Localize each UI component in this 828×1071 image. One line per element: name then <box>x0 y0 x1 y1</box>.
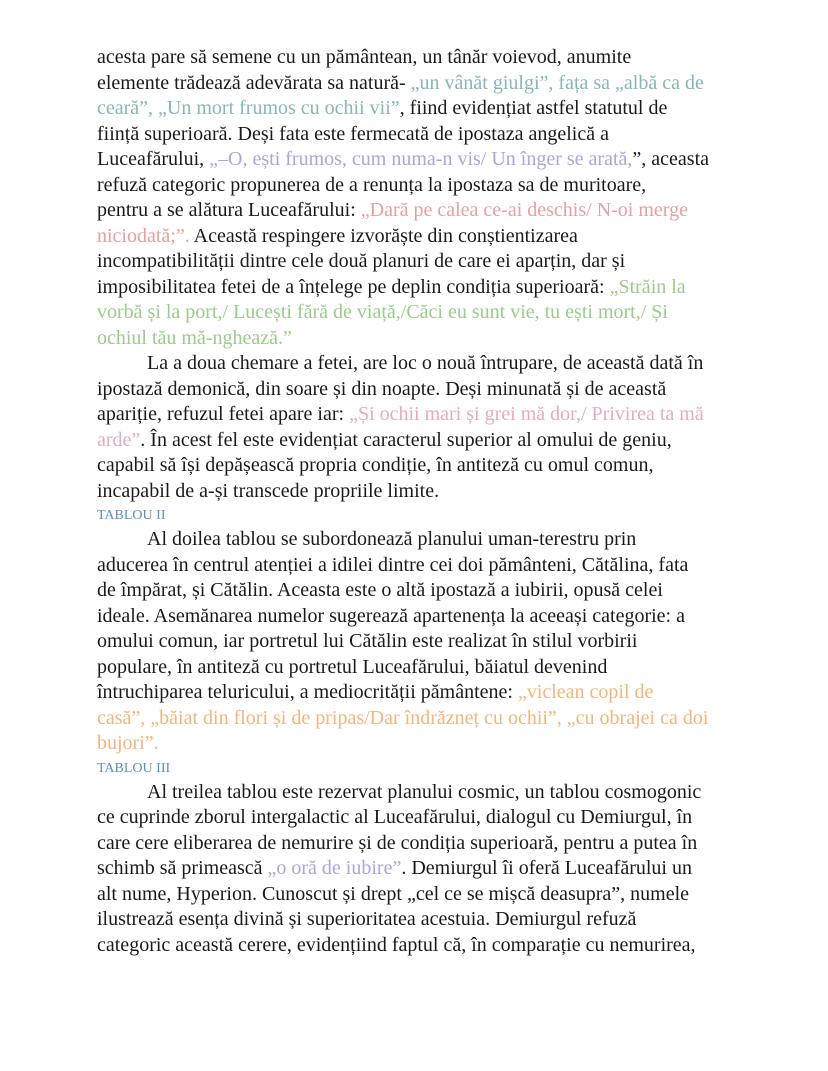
text-line <box>97 249 777 275</box>
body-text: elemente trădează adevărata sa natură- <box>97 71 411 94</box>
quote-text: „o oră de iubire” <box>267 857 402 879</box>
body-text: refuză categoric propunerea de a renunța la ipostaza sa de muritoare, <box>97 173 647 196</box>
quote-text: ceară”, „Un mort frumos cu ochii vii” <box>97 97 400 119</box>
text-line <box>97 553 777 579</box>
text-line <box>97 45 777 71</box>
body-text: întruchiparea teluricului, a mediocrității pământene: <box>97 681 518 703</box>
text-line <box>97 933 777 959</box>
text-line <box>97 629 777 655</box>
text-line <box>97 907 777 933</box>
quote-text: arde” <box>97 428 141 451</box>
quote-text: bujori”. <box>97 732 159 754</box>
text-line <box>97 351 777 377</box>
body-text: ilustrează esența divină și superioritatea acestuia. Demiurgul refuză <box>97 908 637 930</box>
body-text: imposibilitatea fetei de a înțelege pe deplin condiția superioară: <box>97 275 610 298</box>
body-text: Luceafărului, <box>97 148 210 170</box>
body-text: apariție, refuzul fetei apare iar: <box>97 403 350 425</box>
section-heading <box>97 757 777 780</box>
quote-text: ochiul tău mă-nghează.” <box>97 326 292 349</box>
text-line <box>97 377 777 403</box>
quote-text: „Străin la <box>609 275 686 298</box>
body-text: alt nume, Hyperion. Cunoscut și drept „cel ce se mișcă deasupra”, numele <box>97 882 690 905</box>
text-line <box>97 780 777 806</box>
body-text: ce cuprinde zborul intergalactic al Luceafărului, dialogul cu Demiurgul, în <box>97 806 693 828</box>
body-text: de împărat, și Cătălin. Aceasta este o altă ipostază a iubirii, opusă celei <box>97 579 663 601</box>
text-line <box>97 402 777 428</box>
quote-text: „Și ochii mari și grei mă dor,/ Privirea ta mă <box>349 403 704 425</box>
text-line <box>97 96 777 122</box>
body-text: TABLOU III <box>97 760 171 776</box>
quote-text: „un vânăt giulgi”, fața sa „albă ca de <box>410 71 704 94</box>
quote-text: „Dară pe calea ce-ai deschis/ N-oi merge <box>360 199 688 221</box>
body-text: La a doua chemare a fetei, are loc o nouă întrupare, de această dată în <box>147 352 704 374</box>
text-line <box>97 882 777 908</box>
text-line <box>97 527 777 553</box>
quote-text: „viclean copil de <box>517 681 654 703</box>
body-text: Al doilea tablou se subordonează planului uman-terestru prin <box>147 528 637 550</box>
body-text: . Demiurgul îi oferă Luceafărului un <box>401 857 692 879</box>
body-text: categoric această cerere, evidențiind faptul că, în comparație cu nemurirea, <box>97 933 696 956</box>
body-text: Al treilea tablou este rezervat planului cosmic, un tablou cosmogonic <box>147 780 702 803</box>
body-text: TABLOU II <box>97 508 166 523</box>
body-text: , fiind evidențiat astfel statutul de <box>399 97 668 119</box>
quote-text: vorbă și la port,/ Lucești fără de viață,/Căci eu sunt vie, tu ești mort,/ Și <box>97 301 668 323</box>
text-line <box>97 655 777 681</box>
body-text: ideale. Asemănarea numelor sugerează apartenența la aceeași categorie: a <box>97 604 685 627</box>
body-text: care cere eliberarea de nemurire și de condiția superioară, pentru a putea în <box>97 831 698 854</box>
section-heading <box>97 504 777 527</box>
body-text: . În acest fel este evidențiat caracterul superior al omului de geniu, <box>140 428 672 451</box>
body-text: ”, aceasta <box>632 148 710 170</box>
text-line <box>97 831 777 857</box>
text-line <box>97 173 777 199</box>
quote-text: „–O, ești frumos, cum numa-n vis/ Un înger se arată, <box>209 148 633 170</box>
text-line <box>97 198 777 224</box>
document-page <box>97 45 777 958</box>
text-line <box>97 856 777 882</box>
text-line <box>97 300 777 326</box>
body-text: Această respingere izvorăște din conștientizarea <box>189 224 578 247</box>
text-line <box>97 224 777 250</box>
text-line <box>97 326 777 352</box>
body-text: omului comun, iar portretul lui Cătălin este realizat în stilul vorbirii <box>97 630 638 652</box>
body-text: capabil să își depășească propria condiție, în antiteză cu omul comun, <box>97 454 654 476</box>
body-text: incapabil de a-și transcede propriile limite. <box>97 479 440 502</box>
text-line <box>97 275 777 301</box>
body-text: ipostază demonică, din soare și din noapte. Deși minunată și de această <box>97 377 667 400</box>
body-text: pentru a se alătura Luceafărului: <box>97 199 361 221</box>
text-line <box>97 731 777 757</box>
body-text: acesta pare să semene cu un pământean, un tânăr voievod, anumite <box>97 46 632 68</box>
text-line <box>97 805 777 831</box>
quote-text: niciodată;”. <box>97 224 190 247</box>
text-line <box>97 706 777 732</box>
text-line <box>97 147 777 173</box>
text-line <box>97 428 777 454</box>
body-text: aducerea în centrul atenției a idilei dintre cei doi pământeni, Cătălina, fata <box>97 553 689 576</box>
body-text: incompatibilității dintre cele două planuri de care ei aparțin, dar și <box>97 250 626 272</box>
text-line <box>97 578 777 604</box>
text-line <box>97 453 777 479</box>
quote-text: casă”, „băiat din flori și de pripas/Dar îndrăzneț cu ochii”, „cu obrajei ca doi <box>97 706 709 729</box>
body-text: schimb să primească <box>97 857 268 879</box>
text-line <box>97 680 777 706</box>
text-line <box>97 122 777 148</box>
text-line <box>97 479 777 505</box>
body-text: populare, în antiteză cu portretul Luceafărului, băiatul devenind <box>97 655 608 678</box>
text-line <box>97 604 777 630</box>
body-text: ființă superioară. Deși fata este fermecată de ipostaza angelică a <box>97 122 609 145</box>
text-line <box>97 71 777 97</box>
